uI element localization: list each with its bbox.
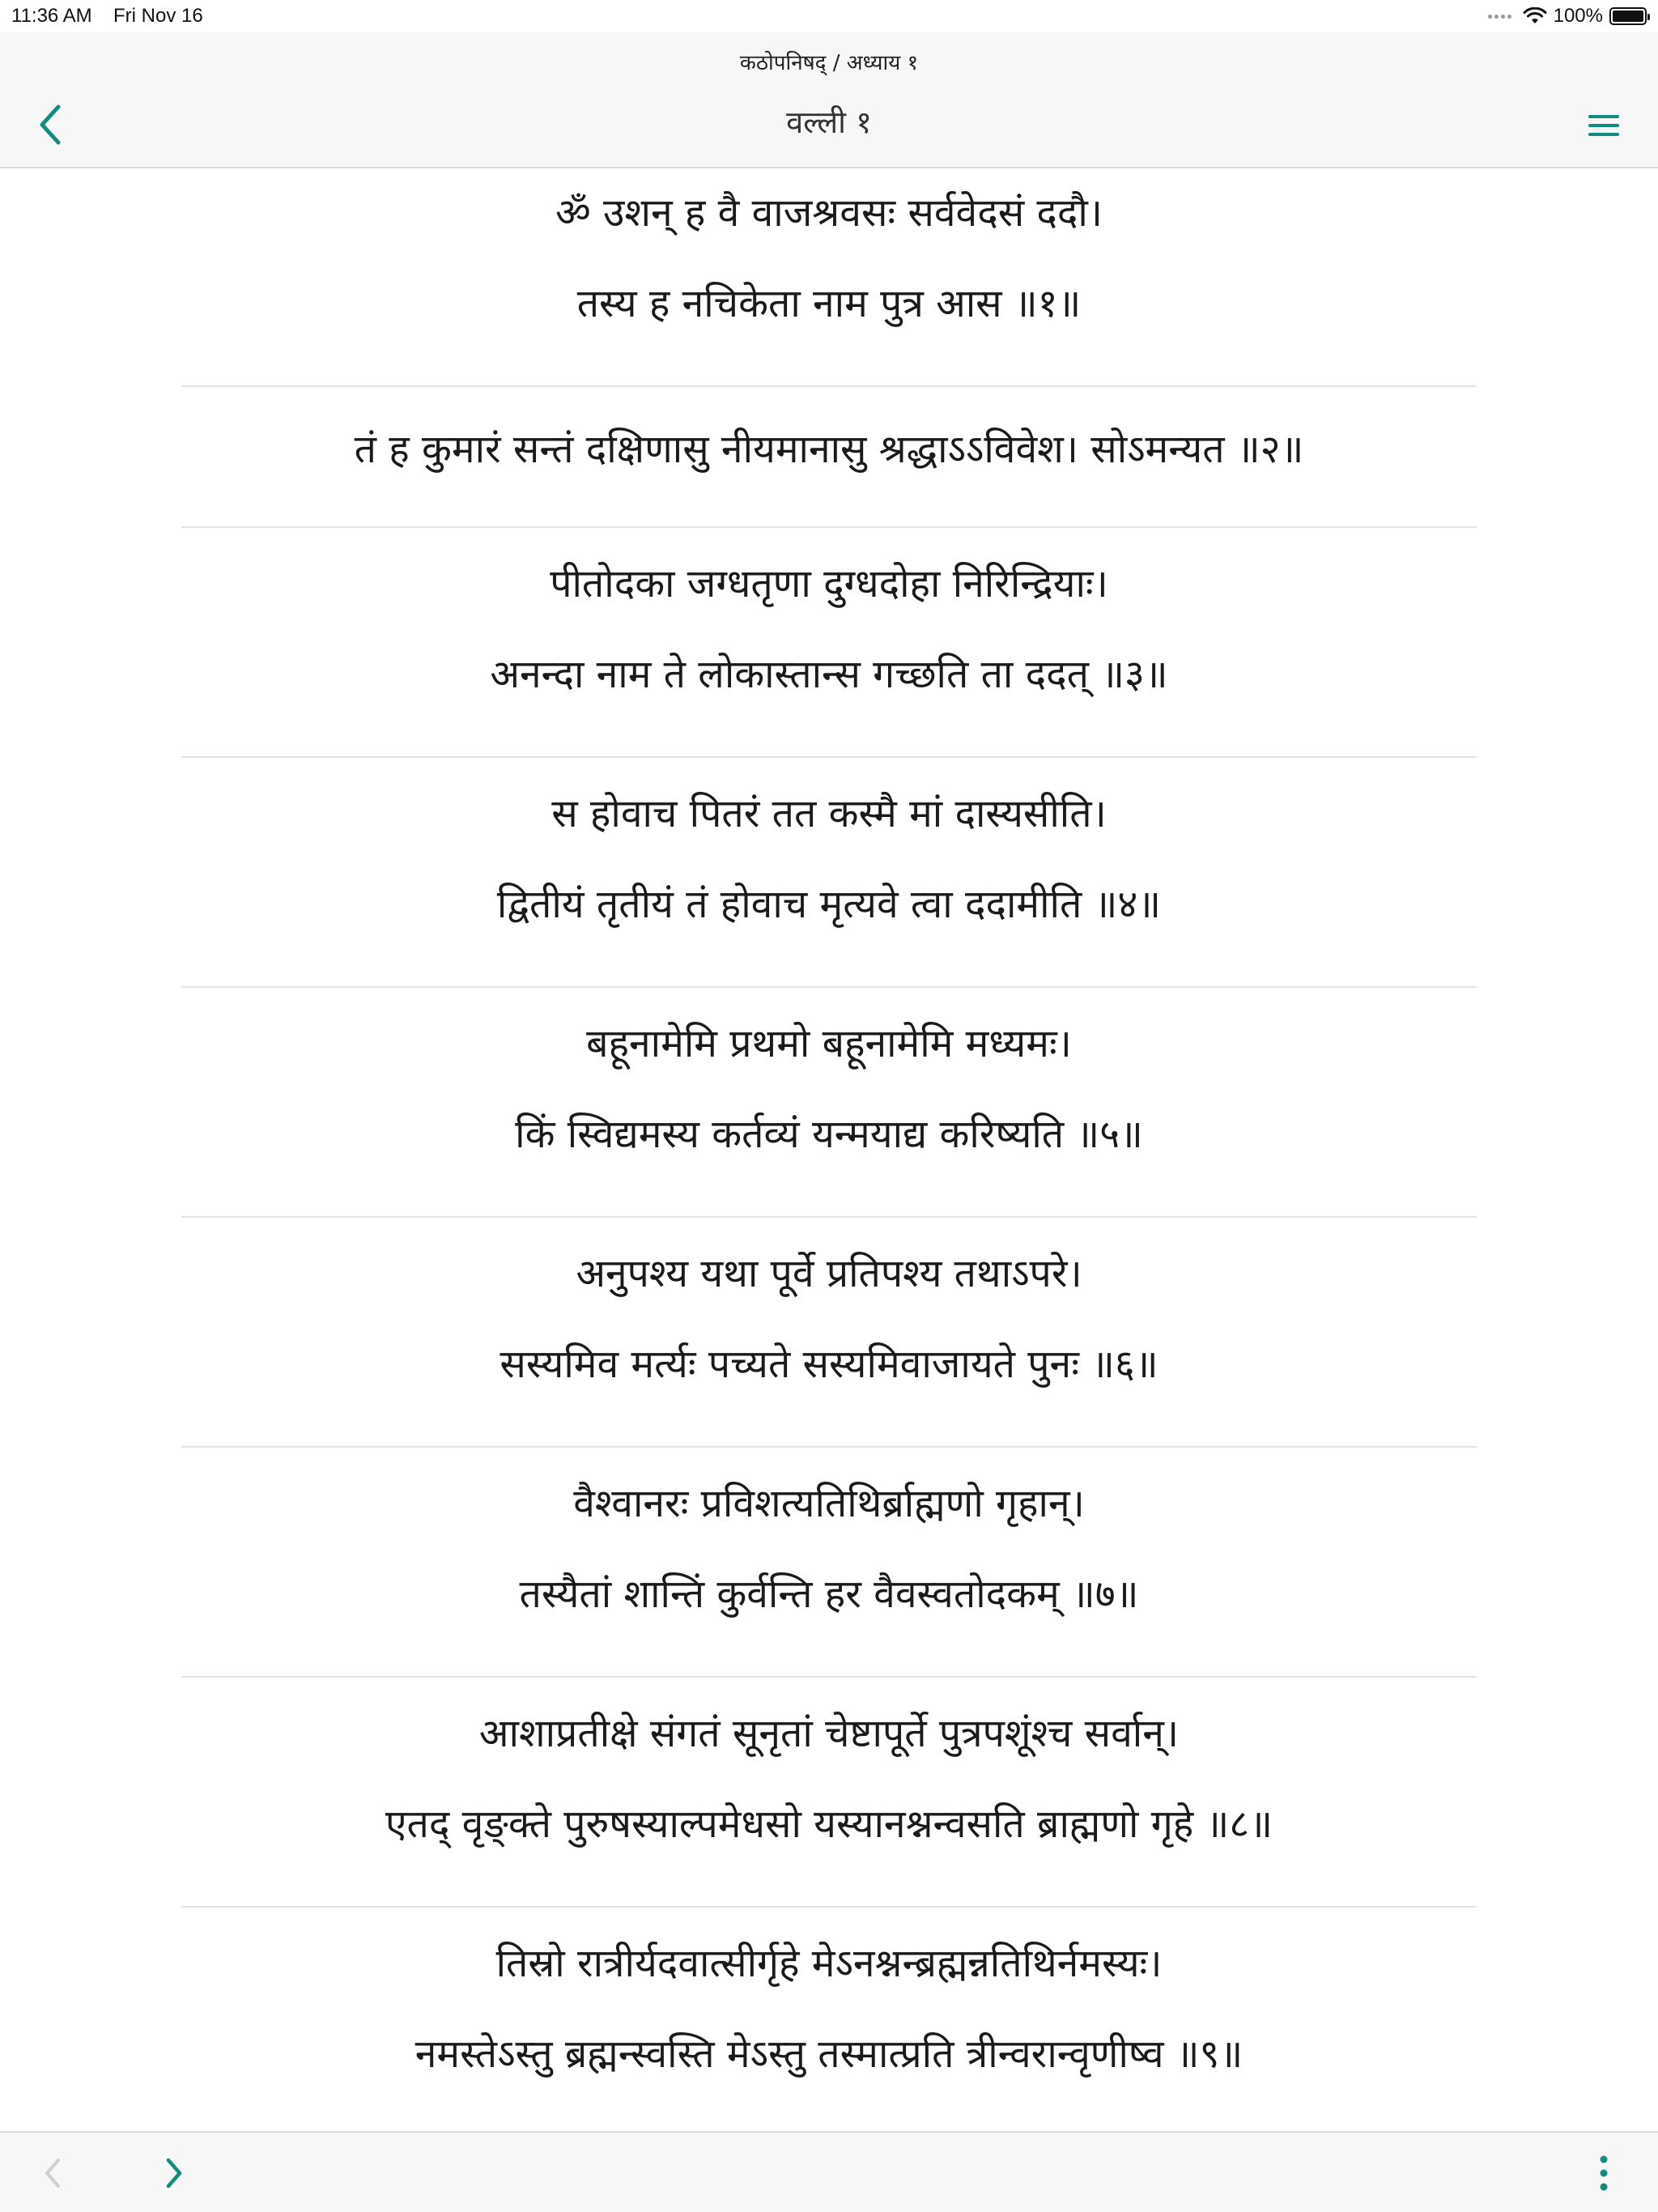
status-time: 11:36 AM (11, 5, 92, 27)
verse-line: तस्य ह नचिकेता नाम पुत्र आस ॥१॥ (576, 281, 1082, 326)
verse-line: स होवाच पितरं तत कस्मै मां दास्यसीति। (551, 791, 1107, 836)
verse-line: आशाप्रतीक्षे संगतं सूनृतां चेष्टापूर्ते पुत्रपशूंश्च सर्वान्। (478, 1711, 1180, 1756)
verse-line: तिस्रो रात्रीर्यदवात्सीर्गृहे मेऽनश्नन्ब्रह्मन्नतिथिर्नमस्यः। (495, 1941, 1163, 1986)
cellular-signal-icon (1488, 15, 1511, 19)
previous-chevron-icon[interactable] (39, 2155, 66, 2191)
verse-line: किं स्विद्यमस्य कर्तव्यं यन्मयाद्य करिष्यति ॥५॥ (515, 1112, 1143, 1157)
verse-block (0, 1218, 1658, 1448)
verse-list (0, 168, 1658, 2131)
navigation-bar (0, 32, 1658, 168)
nav-subtitle: कठोपनिषद् / अध्याय १ (739, 51, 919, 75)
verse-block (0, 1678, 1658, 1908)
bottom-toolbar (0, 2131, 1658, 2212)
verse-block (0, 1448, 1658, 1678)
verse-line: अनुपश्य यथा पूर्वे प्रतिपश्य तथाऽपरे। (576, 1251, 1082, 1296)
verse-line: एतद् वृङ्क्ते पुरुषस्याल्पमेधसो यस्यानश्नन्वसति ब्राह्मणो गृहे ॥८॥ (385, 1802, 1273, 1847)
verse-block (0, 387, 1658, 528)
verse-line: सस्यमिव मर्त्यः पच्यते सस्यमिवाजायते पुनः ॥६॥ (500, 1342, 1158, 1387)
verse-line: बहूनामेमि प्रथमो बहूनामेमि मध्यमः। (586, 1021, 1072, 1066)
verse-line: वैश्वानरः प्रविशत्यतिथिर्ब्राह्मणो गृहान्। (573, 1481, 1085, 1526)
battery-icon (1609, 7, 1647, 25)
verse-line: ॐ उशन् ह वै वाजश्रवसः सर्ववेदसं ददौ। (555, 190, 1103, 236)
next-chevron-icon[interactable] (160, 2155, 188, 2191)
status-date: Fri Nov 16 (113, 5, 203, 27)
status-bar (0, 0, 1658, 32)
back-chevron-icon[interactable] (32, 102, 73, 147)
verse-block (0, 168, 1658, 387)
verse-block (0, 1908, 1658, 2131)
verse-line: पीतोदका जग्धतृणा दुग्धदोहा निरिन्द्रियाः। (550, 561, 1108, 606)
status-right (1488, 5, 1647, 28)
verse-block (0, 758, 1658, 988)
verse-line: अनन्दा नाम ते लोकास्तान्स गच्छति ता ददत् ॥३॥ (490, 652, 1168, 697)
verse-line: तस्यैतां शान्तिं कुर्वन्ति हर वैवस्वतोदकम् ॥७॥ (519, 1572, 1139, 1617)
verse-line: तं ह कुमारं सन्तं दक्षिणासु नीयमानासु श्रद्धाऽऽविवेश। सोऽमन्यत ॥२॥ (354, 427, 1304, 472)
wifi-icon (1523, 7, 1547, 25)
verse-line: नमस्तेऽस्तु ब्रह्मन्स्वस्ति मेऽस्तु तस्मात्प्रति त्रीन्वरान्वृणीष्व ॥९॥ (414, 2031, 1244, 2077)
verse-block (0, 988, 1658, 1218)
verse-block (0, 528, 1658, 758)
verse-line: द्वितीयं तृतीयं तं होवाच मृत्यवे त्वा ददामीति ॥४॥ (496, 882, 1162, 927)
hamburger-menu-icon[interactable] (1587, 112, 1621, 139)
page-title: वल्ली १ (786, 104, 872, 140)
battery-percent: 100% (1553, 5, 1603, 27)
vertical-ellipsis-icon[interactable] (1598, 2154, 1609, 2193)
